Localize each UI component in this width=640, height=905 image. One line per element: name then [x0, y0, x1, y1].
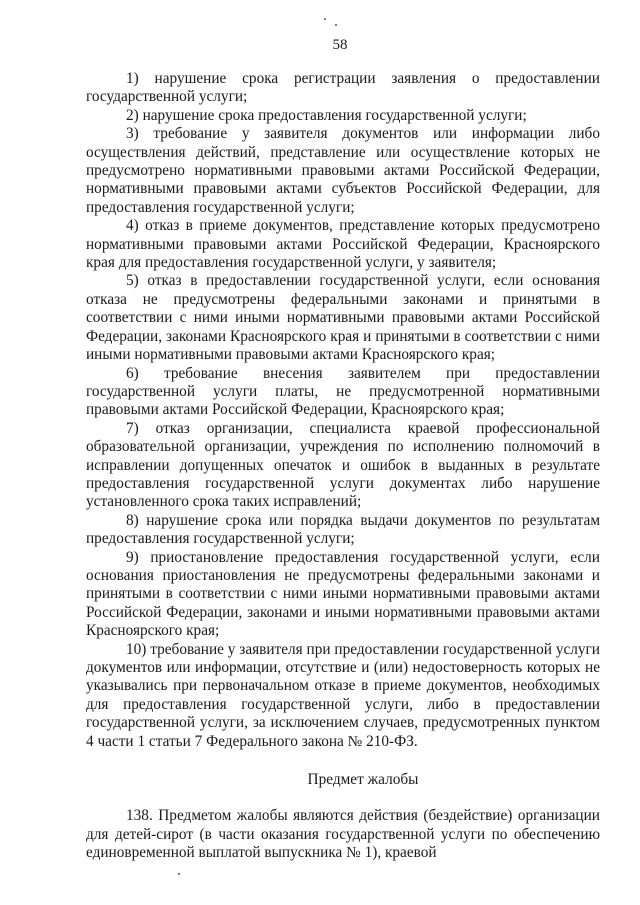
paragraph-138: 138. Предметом жалобы являются действия (бездействие) организации для детей-сирот (в части оказания государственной услуги по обеспечению единовременной выплатой выпускника № 1), краевой [86, 807, 600, 862]
list-item-7: 7) отказ организации, специалиста краевой профессиональной образовательной организации, учреждения по исполнению полномочий в исправлении допущенных опечаток и ошибок в выданных в результате предоставления государственной услуги документах либо нарушение установленного срока таких исправлений; [86, 419, 600, 511]
section-heading: Предмет жалобы [307, 771, 419, 789]
scan-speck [335, 24, 337, 26]
list-item-6: 6) требование внесения заявителем при предоставлении государственной услуги платы, не предусмотренной нормативными правовыми актами Российской Федерации, Красноярского края; [86, 364, 600, 419]
list-item-10: 10) требование у заявителя при предоставлении государственной услуги документов или информации, отсутствие и (или) недостоверность которых не указывались при первоначальном отказе в приеме документов, необходимых для предоставления государственной услуги, либо в предоставлении государственной услуги, за исключением случаев, предусмотренных пунктом 4 части 1 статьи 7 Федерального закона № 210-ФЗ. [86, 640, 600, 750]
list-item-9: 9) приостановление предоставления государственной услуги, если основания приостановления не предусмотрены федеральными законами и принятыми в соответствии с ними иными нормативными правовыми актами Российской Федерации, законами и иными нормативными правовыми актами Красноярского края; [86, 548, 600, 640]
list-item-8: 8) нарушение срока или порядка выдачи документов по результатам предоставления государственной услуги; [86, 511, 600, 548]
list-item-2: 2) нарушение срока предоставления государственной услуги; [126, 106, 527, 124]
list-item-3: 3) требование у заявителя документов или информации либо осуществления действий, представление или осуществление которых не предусмотрено нормативными правовыми актами Российской Федерации, нормативными правовыми актами субъектов Российской Федерации, для предоставления государственной услуги; [86, 125, 600, 216]
page-number: 58 [332, 37, 348, 53]
scan-speck [324, 18, 326, 20]
list-item-5: 5) отказ в предоставлении государственной услуги, если основания отказа не предусмотрены федеральными законами и принятыми в соответствии с ними иными нормативными правовыми актами Российской Федерации, законами Красноярского края и принятыми в соответствии с ними иными нормативными правовыми актами Красноярского края; [86, 272, 600, 364]
list-item-4: 4) отказ в приеме документов, представление которых предусмотрено нормативными правовыми актами Российской Федерации, Красноярского края для предоставления государственной услуги, у заявителя; [86, 217, 600, 272]
scan-speck [178, 873, 180, 875]
document-body [86, 70, 600, 863]
list-item-1: 1) нарушение срока регистрации заявления о предоставлении государственной услуги; [86, 70, 600, 106]
